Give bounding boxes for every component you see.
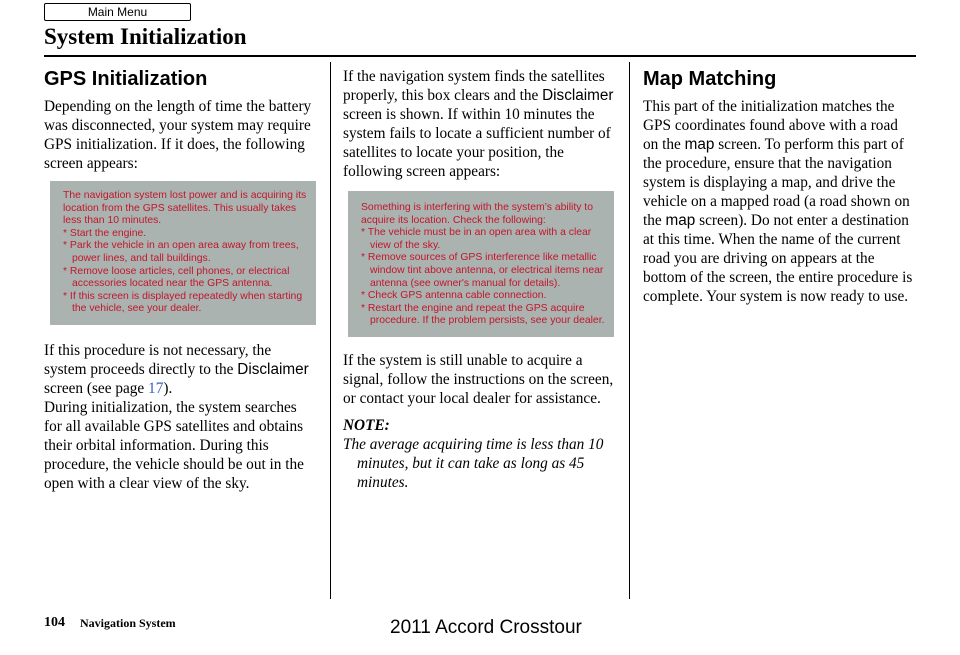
text-run: screen. To perform this part of the procedure, ensure that the navigation system is displaying a map, and drive the vehicle on a mapped road (a road shown on the [643, 136, 910, 229]
gps-initialization-heading: GPS Initialization [44, 68, 208, 90]
screen-bullet: * Park the vehicle in an open area away from trees, power lines, and tall buildings. [63, 240, 299, 264]
gps-interference-screen [348, 191, 614, 337]
procedure-paragraph [44, 341, 316, 398]
watermark-text: 2011 Accord Crosstour [390, 617, 582, 638]
note-text: The average acquiring time is less than 10 minutes, but it can take as long as 45 minutes. [343, 435, 604, 491]
disclaimer-term: Disclaimer [542, 87, 614, 104]
column-gps-status [343, 67, 615, 492]
screen-bullet: * The vehicle must be in an open area with a clear view of the sky. [361, 227, 592, 251]
text-run: This part of the initialization matches the GPS coordinates found above with a road on the [643, 98, 898, 153]
unable-to-acquire-paragraph: If the system is still unable to acquire a signal, follow the instructions on the screen, or contact your local dealer for assistance. [343, 351, 614, 407]
text-run: If the navigation system finds the satellites properly, this box clears and the [343, 68, 605, 104]
page-title: System Initialization [44, 24, 247, 49]
footer-section-name: Navigation System [80, 616, 176, 630]
main-menu-button[interactable]: Main Menu [44, 3, 191, 21]
column-gps-initialization [44, 67, 316, 493]
initialization-paragraph: During initialization, the system searches for all available GPS satellites and obtains their orbital information. During this procedure, the vehicle should be out in the open with a clear view of the sky. [44, 398, 304, 492]
screen-bullet: * Restart the engine and repeat the GPS acquire procedure. If the problem persists, see your dealer. [361, 302, 605, 327]
page-17-link[interactable]: 17 [148, 379, 164, 397]
column-map-matching [643, 67, 915, 306]
gps-intro-paragraph: Depending on the length of time the battery was disconnected, your system may require GPS initialization. If it does, the following screen appears: [44, 98, 312, 172]
disclaimer-term: Disclaimer [237, 360, 309, 378]
satellites-found-paragraph [343, 67, 615, 181]
screen-bullet: * Check GPS antenna cable connection. [361, 290, 547, 302]
screen-bullet: * If this screen is displayed repeatedly when starting the vehicle, see your dealer. [63, 290, 303, 315]
note-label: NOTE: [343, 416, 390, 434]
page-number: 104 [44, 615, 65, 630]
map-term: map [684, 136, 715, 153]
text-run: ). [163, 379, 173, 397]
text-run: screen). Do not enter a destination at this time. When the name of the current road you are driving on appears at the bottom of the screen, the entire procedure is complete. Your system is now ready to use. [643, 212, 913, 305]
text-run: If this procedure is not necessary, the system proceeds directly to the [44, 341, 272, 378]
map-matching-heading: Map Matching [643, 68, 777, 90]
gps-lost-power-screen [50, 181, 316, 325]
column-divider [330, 62, 331, 599]
text-run: screen (see page [44, 379, 145, 397]
screen-message: Something is interfering with the system’s ability to acquire its location. Check the following: [361, 202, 593, 226]
map-matching-paragraph [643, 97, 915, 306]
screen-bullet: * Start the engine. [63, 227, 147, 239]
column-divider [629, 62, 630, 599]
screen-bullet: * Remove sources of GPS interference like metallic window tint above antenna, or electrical items near antenna (see owner's manual for details). [361, 252, 604, 289]
title-divider [44, 55, 916, 57]
screen-bullet: * Remove loose articles, cell phones, or electrical accessories located near the GPS antenna. [63, 265, 290, 290]
text-run: screen is shown. If within 10 minutes the system fails to locate a sufficient number of satellites to locate your position, the following screen appears: [343, 106, 611, 180]
map-term: map [665, 212, 696, 229]
screen-message: The navigation system lost power and is acquiring its location from the GPS satellites. This usually takes less than 10 minutes. [63, 190, 307, 227]
